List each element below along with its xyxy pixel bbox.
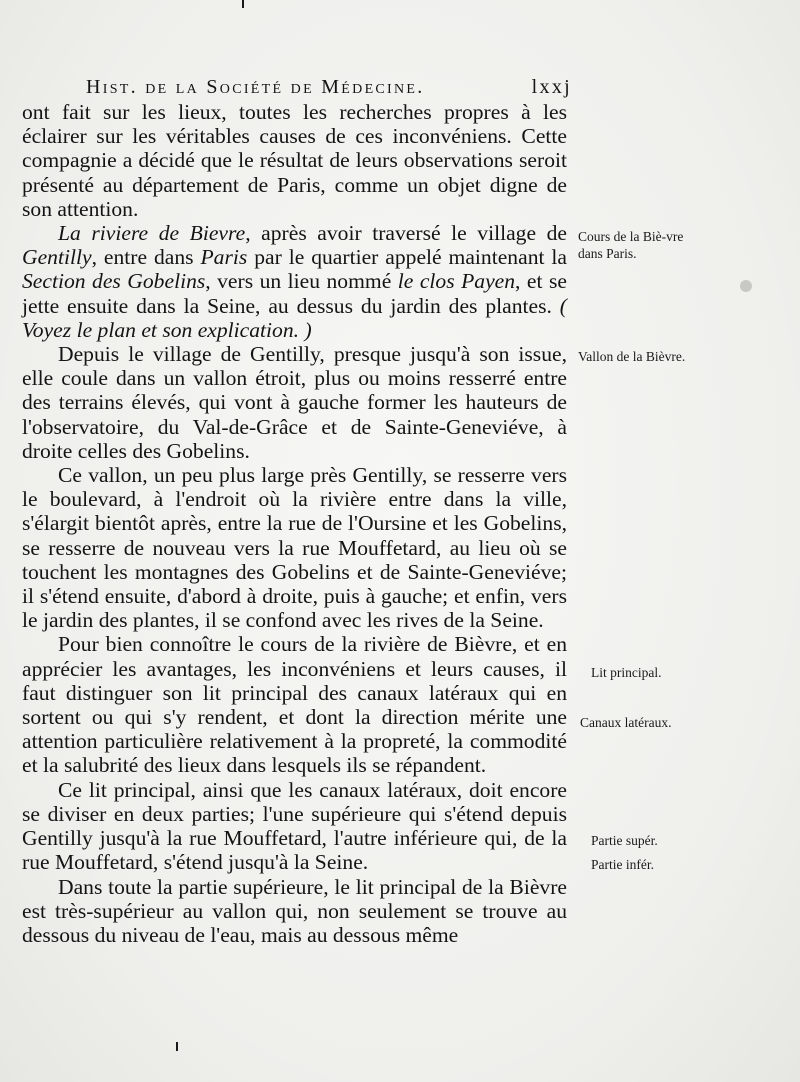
roman-run: Section des Gobelins: [22, 269, 206, 294]
roman-run: le clos Payen: [397, 269, 516, 294]
text-run: , après avoir traversé le village de: [245, 221, 568, 246]
paragraph: Ce vallon, un peu plus large près Gentilly, se resserre vers le boulevard, à l'endroit où la rivière entre dans la ville, s'élargit bientôt après, entre la rue de l'Oursine et les Gobelins, se resserre de nouveau vers la rue Mouffetard, au lieu où se touchent les montagnes des Gobelins et de Sainte-Geneviéve; il s'étend ensuite, d'abord à droite, puis à gauche; et enfin, vers le jardin des plantes, il se confond avec les rives de la Seine.: [22, 463, 567, 633]
header-title: Hist. de la Société de Médecine.: [86, 76, 425, 98]
roman-run: Paris: [200, 245, 248, 270]
margin-note: Partie infér.: [591, 857, 654, 872]
margin-note: Lit principal.: [591, 665, 662, 680]
roman-run: La riviere de Bievre: [58, 221, 246, 246]
ink-spot: [740, 280, 752, 292]
paragraph: Dans toute la partie supérieure, le lit principal de la Bièvre est très-supérieur au vallon qui, non seulement se trouve au dessous du niveau de l'eau, mais au dessous même: [22, 874, 567, 947]
page-number: lxxj: [531, 76, 572, 98]
margin-note: Cours de la Biè-vre dans Paris.: [578, 229, 684, 261]
running-header: [86, 76, 572, 99]
margin-note: Vallon de la Bièvre.: [578, 349, 686, 364]
main-text: [22, 100, 567, 947]
paragraph: [22, 221, 567, 342]
binding-mark: [242, 0, 244, 8]
paragraph: ont fait sur les lieux, toutes les recherches propres à les éclairer sur les véritables causes de ces inconvéniens. Cette compagnie a décidé que le résultat de leurs observations seroit présenté au département de Paris, comme un objet digne de son attention.: [22, 100, 567, 221]
roman-run: Gentilly: [22, 245, 92, 270]
roman-run: ( Voyez le plan et son explication. ): [22, 293, 567, 342]
paragraph: Ce lit principal, ainsi que les canaux latéraux, doit encore se diviser en deux parties; l'une supérieure qui s'étend depuis Gentilly jusqu'à la rue Mouffetard, l'autre inférieure qui, de la rue Mouffetard, s'étend jusqu'à la Seine.: [22, 777, 567, 875]
paragraph: Pour bien connoître le cours de la rivière de Bièvre, et en apprécier les avantages, les inconvéniens et leurs causes, il faut distinguer son lit principal des canaux latéraux qui en sortent ou qui s'y rendent, et dont la direction mérite une attention particulière relativement à la propreté, la commodité et la salubrité des lieux dans lesquels ils se répandent.: [22, 632, 567, 778]
text-run: , et se jette ensuite dans la Seine, au dessus du jardin des plantes.: [22, 269, 567, 318]
text-run: , entre dans: [91, 245, 201, 270]
margin-note: Canaux latéraux.: [580, 715, 672, 730]
paragraph: Depuis le village de Gentilly, presque jusqu'à son issue, elle coule dans un vallon étroit, plus ou moins resserré entre des terrains élevés, qui vont à gauche former les hauteurs de l'observatoire, du Val-de-Grâce et de Sainte-Geneviéve, à droite celles des Gobelins.: [22, 342, 567, 463]
margin-note: Partie supér.: [591, 833, 658, 848]
binding-mark: [176, 1042, 178, 1051]
text-run: par le quartier appelé maintenant la: [247, 245, 567, 270]
text-run: , vers un lieu nommé: [205, 269, 398, 294]
